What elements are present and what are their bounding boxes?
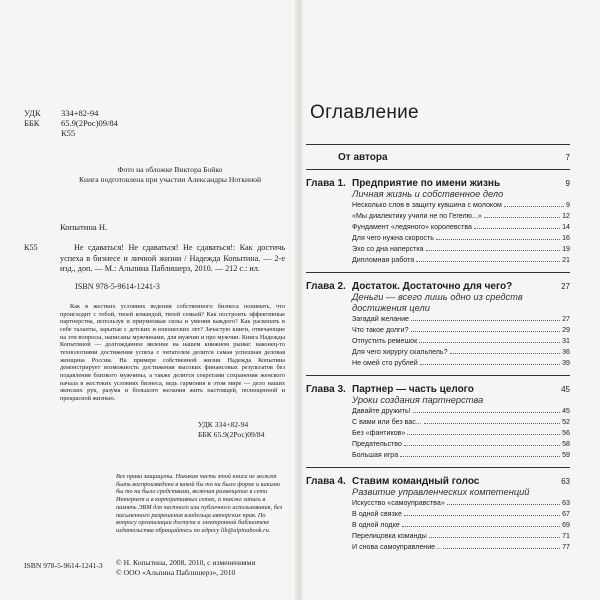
entry-page: 12 bbox=[562, 212, 570, 220]
chapter-subtitle: Деньги — всего лишь одно из средств bbox=[352, 292, 523, 302]
divider bbox=[306, 169, 570, 170]
entry-page: 36 bbox=[562, 348, 570, 356]
toc-entry[interactable] bbox=[352, 211, 570, 222]
toc-entry[interactable] bbox=[352, 358, 570, 369]
isbn: ISBN 978-5-9614-1241-3 bbox=[75, 282, 160, 291]
isbn-bottom: ISBN 978-5-9614-1241-3 bbox=[24, 561, 103, 570]
entry-title: С вами или без вас... bbox=[352, 418, 422, 426]
author-name: Копытина Н. bbox=[60, 222, 108, 232]
toc-entry[interactable] bbox=[352, 439, 570, 450]
chapter-page: 63 bbox=[561, 477, 570, 486]
bbk-value: 65.9(2Рос)09/84 bbox=[61, 118, 118, 128]
toc-entry[interactable] bbox=[352, 233, 570, 244]
toc-entry[interactable] bbox=[352, 336, 570, 347]
toc-entry[interactable] bbox=[352, 417, 570, 428]
bbk-label: ББК bbox=[24, 118, 40, 128]
bibliographic-entry: Не сдаваться! Не сдаваться! Не сдаваться!: Как достичь успеха в бизнесе и личной жизни / Надежда Копытина. — 2-е изд., доп. — М.: Альпина Паблишерз, 2010. — 212 с.: ил. bbox=[60, 243, 285, 273]
entry-title: Несколько слов в защиту кувшина с молоком bbox=[352, 201, 502, 209]
entry-page: 52 bbox=[562, 418, 570, 426]
toc-title: Оглавление bbox=[310, 102, 419, 123]
chapter-4-items bbox=[306, 498, 570, 553]
catalog-block bbox=[24, 108, 118, 138]
divider bbox=[306, 467, 570, 468]
chapter-subtitle: Личная жизнь и собственное дело bbox=[352, 189, 504, 199]
chapter-label: Глава 4. bbox=[306, 476, 346, 487]
entry-page: 56 bbox=[562, 429, 570, 437]
entry-title: Предательство bbox=[352, 440, 402, 448]
chapter-subtitle: Уроки создания партнерства bbox=[352, 395, 484, 405]
annotation: Как в жестких условиях ведения собственного бизнеса понимать, что происходит с тобой, твоей командой, твоей семьей? Как построить эффективные партнерства, используя и приумножая силы и умения каждого? Как раскопать в себе таланты, зарытые с детских и юношеских лет? Зачастую книги, отвечающие на эти вопросы, написаны мужчинами, для мужчин и про мужчин. Книга Надежды Копытиной — долгожданное явление на нашем книжном рынке: наконец-то технологиями достижения успеха с читателем делится самая успешная деловая женщина России. На примере собственной жизни Надежда Копытина демонстрирует возможность достижения высоких финансовых результатов без подавления близкого мужчины, а также делится секретами сохранения женского начала в жестоких условиях бизнеса, ведь гармония в этом мире — дело наших женских рук, разума и большого желания жить настоящей, полноценной и прекрасной жизнью. bbox=[60, 303, 285, 402]
chapter-2-heading[interactable] bbox=[306, 281, 570, 292]
book-gutter bbox=[295, 0, 303, 600]
entry-title: Искусство «самоуправства» bbox=[352, 499, 445, 507]
chapter-3-heading[interactable] bbox=[306, 384, 570, 395]
toc-entry[interactable] bbox=[352, 520, 570, 531]
entry-page: 58 bbox=[562, 440, 570, 448]
chapter-3-items bbox=[306, 406, 570, 461]
toc bbox=[306, 144, 570, 553]
toc-entry[interactable] bbox=[352, 450, 570, 461]
foreword-title: От автора bbox=[338, 152, 388, 163]
toc-entry[interactable] bbox=[352, 542, 570, 553]
entry-page: 27 bbox=[562, 315, 570, 323]
catalog-repeat bbox=[198, 420, 265, 440]
chapter-title: Предприятие по имени жизнь bbox=[352, 178, 501, 189]
chapter-title: Достаток. Достаточно для чего? bbox=[352, 281, 513, 292]
entry-title: «Мы диалектику учили не по Гегелю...» bbox=[352, 212, 482, 220]
bibl-mark: К55 bbox=[24, 243, 38, 252]
entry-title: И снова самоуправление... bbox=[352, 543, 442, 551]
entry-page: 9 bbox=[566, 201, 570, 209]
entry-title: В одной связке bbox=[352, 510, 402, 518]
entry-page: 45 bbox=[562, 407, 570, 415]
chapter-3 bbox=[306, 384, 570, 461]
entry-page: 31 bbox=[562, 337, 570, 345]
credits bbox=[54, 165, 286, 185]
chapter-subtitle: Развитие управленческих компетенций bbox=[352, 487, 530, 497]
chapter-2-items bbox=[306, 314, 570, 369]
entry-title: Без «фантиков» bbox=[352, 429, 406, 437]
imprint-page bbox=[24, 36, 286, 576]
toc-entry[interactable] bbox=[352, 325, 570, 336]
chapter-page: 27 bbox=[561, 282, 570, 291]
copyright-publisher: © ООО «Альпина Паблишерз», 2010 bbox=[116, 568, 236, 577]
chapter-page: 9 bbox=[565, 179, 570, 188]
entry-page: 63 bbox=[562, 499, 570, 507]
chapter-4 bbox=[306, 476, 570, 553]
cover-photo-credit: Фото на обложке Виктора Бойко bbox=[117, 165, 223, 174]
entry-page: 14 bbox=[562, 223, 570, 231]
entry-title: Для чего хирургу скальпель? bbox=[352, 348, 448, 356]
chapter-1-items bbox=[306, 200, 570, 266]
chapter-label: Глава 2. bbox=[306, 281, 346, 292]
chapter-page: 45 bbox=[561, 385, 570, 394]
chapter-label: Глава 1. bbox=[306, 178, 346, 189]
divider bbox=[306, 272, 570, 273]
entry-page: 59 bbox=[562, 451, 570, 459]
entry-page: 16 bbox=[562, 234, 570, 242]
udk-repeat: УДК 334+82-94 bbox=[198, 420, 249, 429]
entry-title: Загадай желание bbox=[352, 315, 409, 323]
toc-entry[interactable] bbox=[352, 314, 570, 325]
toc-page bbox=[306, 36, 576, 576]
entry-page: 21 bbox=[562, 256, 570, 264]
toc-entry[interactable] bbox=[352, 498, 570, 509]
chapter-subtitle: достижения цели bbox=[352, 303, 430, 313]
chapter-1-heading[interactable] bbox=[306, 178, 570, 189]
entry-page: 39 bbox=[562, 359, 570, 367]
entry-title: Фундамент «ледяного» королевства bbox=[352, 223, 472, 231]
entry-title: Большая игра bbox=[352, 451, 399, 459]
udk-value: 334+82-94 bbox=[61, 108, 99, 118]
entry-title: Дипломная работа bbox=[352, 256, 415, 264]
divider bbox=[306, 375, 570, 376]
entry-title: В одной лодке bbox=[352, 521, 400, 529]
toc-entry[interactable] bbox=[352, 531, 570, 542]
preparation-credit: Книга подготовлена при участии Александры Ноткиной bbox=[78, 175, 262, 184]
toc-entry[interactable] bbox=[352, 428, 570, 439]
entry-page: 71 bbox=[562, 532, 570, 540]
entry-page: 69 bbox=[562, 521, 570, 529]
toc-entry[interactable] bbox=[352, 222, 570, 233]
copyright-author: © Н. Копытина, 2008, 2010, с изменениями bbox=[116, 558, 256, 567]
udk-label: УДК bbox=[24, 108, 41, 118]
bbk-repeat: ББК 65.9(2Рос)09/84 bbox=[198, 430, 265, 439]
entry-page: 67 bbox=[562, 510, 570, 518]
chapter-2 bbox=[306, 281, 570, 369]
chapter-4-heading[interactable] bbox=[306, 476, 570, 487]
chapter-label: Глава 3. bbox=[306, 384, 346, 395]
rights-notice: Все права защищены. Никакая часть этой книги не может быть воспроизведена в какой бы то ни было форме и какими бы то ни было средствами, включая размещение в сети Интернет и в корпоративных сетях, а также запись в память ЭВМ для частного или публичного использования, без письменного разрешения владельца авторских прав. По вопросу организации доступа к электронной библиотеке издательства обращайтесь по адресу lib@alpinabook.ru. bbox=[116, 473, 283, 534]
entry-title: Для чего нужна скорость bbox=[352, 234, 434, 242]
toc-entry[interactable] bbox=[352, 255, 570, 266]
entry-page: 19 bbox=[562, 245, 570, 253]
chapter-title: Ставим командный голос bbox=[352, 476, 480, 487]
entry-page: 77 bbox=[562, 543, 570, 551]
toc-foreword[interactable] bbox=[306, 145, 570, 169]
toc-entry[interactable] bbox=[352, 244, 570, 255]
author-mark: К55 bbox=[61, 128, 76, 138]
entry-title: Перелицовка команды bbox=[352, 532, 427, 540]
entry-title: Не омей сто рублей bbox=[352, 359, 418, 367]
toc-entry[interactable] bbox=[352, 509, 570, 520]
foreword-page: 7 bbox=[565, 153, 570, 162]
entry-title: Давайте дружить! bbox=[352, 407, 411, 415]
entry-title: Отпустить ремешок bbox=[352, 337, 418, 345]
entry-page: 29 bbox=[562, 326, 570, 334]
toc-entry[interactable] bbox=[352, 406, 570, 417]
copyright bbox=[116, 558, 256, 578]
chapter-title: Партнер — часть целого bbox=[352, 384, 474, 395]
toc-entry[interactable] bbox=[352, 200, 570, 211]
toc-entry[interactable] bbox=[352, 347, 570, 358]
chapter-1 bbox=[306, 178, 570, 266]
entry-title: Что такое долги? bbox=[352, 326, 409, 334]
entry-title: Эхо со дна наперстка bbox=[352, 245, 424, 253]
